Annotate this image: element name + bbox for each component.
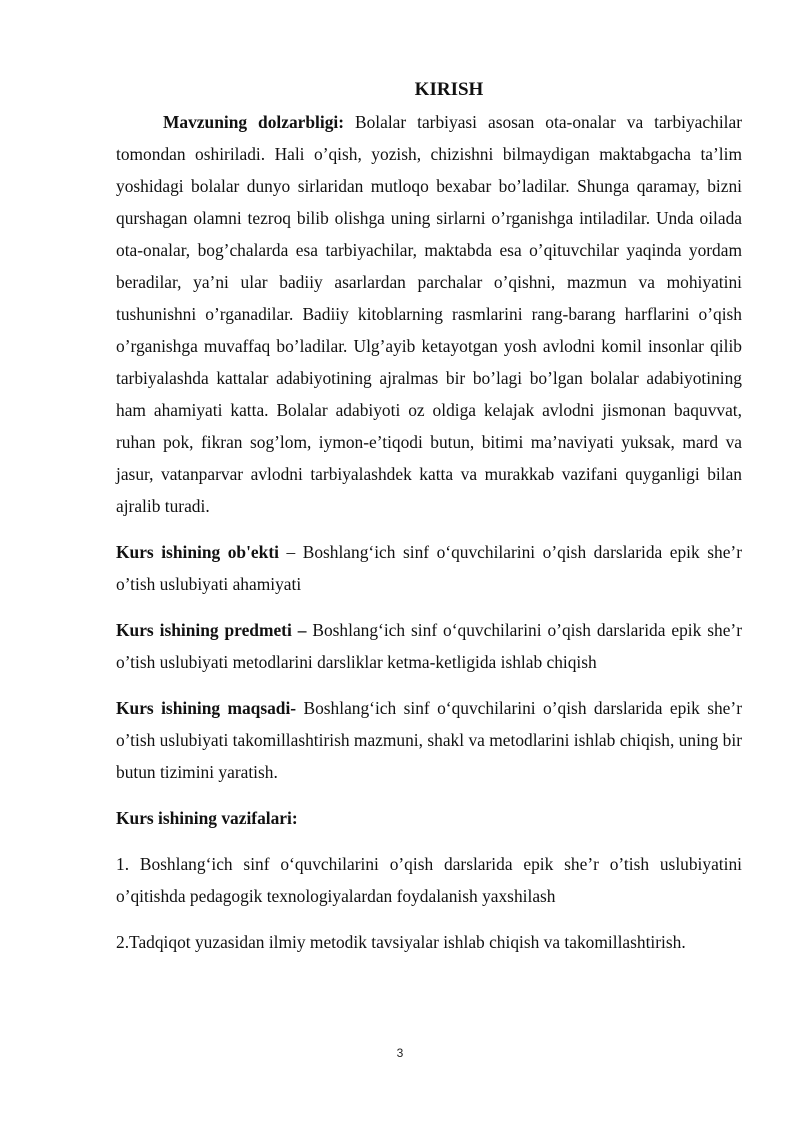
tasks-heading-label: Kurs ishining vazifalari: (116, 808, 298, 828)
object-label: Kurs ishining ob'ekti (116, 542, 279, 562)
subject-paragraph (116, 614, 742, 678)
relevance-label: Mavzuning dolzarbligi: (163, 112, 345, 132)
tasks-heading (116, 802, 742, 834)
subject-text: Boshlang‘ich sinf o‘quvchilarini o’qish darslarida epik she’r o’tish uslubiyati metodlarini darsliklar ketma-ketligida ishlab chiqish (116, 620, 742, 672)
relevance-text: Bolalar tarbiyasi asosan ota-onalar va tarbiyachilar tomondan oshiriladi. Hali o’qish, yozish, chizishni bilmaydigan maktabgacha ta’lim yoshidagi bolalar dunyo sirlaridan mutloqo bexabar bo’ladilar. Shunga qaramay, bizni qurshagan olamni tezroq bilib olishga uning sirlarni o’rganishga intiladilar. Unda oilada ota-onalar, bog’chalarda esa tarbiyachilar, maktabda esa o’qituvchilar yaqinda yordam beradilar, ya’ni ular badiiy asarlardan parchalar o’qishni, mazmun va mohiyatini tushunishni o’rganadilar. Badiiy kitoblarning rasmlarini rang-barang harflarini o’qish o’rganishga muvaffaq bo’ladilar. Ulg’ayib ketayotgan yosh avlodni komil insonlar qilib tarbiyalashda kattalar adabiyotining ajralmas bir bo’lagi bo’lgan bolalar adabiyotining ham ahamiyati katta. Bolalar adabiyoti oz oldiga kelajak avlodni jismonan baquvvat, ruhan pok, fikran sog’lom, iymon-e’tiqodi butun, bitimi ma’naviyati yuksak, mard va jasur, vatanparvar avlodni tarbiyalashdek katta va murakkab vazifani quyganligi bilan ajralib turadi. (116, 112, 742, 516)
task-item-2: 2.Tadqiqot yuzasidan ilmiy metodik tavsiyalar ishlab chiqish va takomillashtirish. (116, 932, 686, 952)
goal-label: Kurs ishining maqsadi- (116, 698, 297, 718)
relevance-paragraph (116, 106, 742, 522)
page-content (116, 74, 742, 958)
subject-label: Kurs ishining predmeti – (116, 620, 307, 640)
object-text: – Boshlang‘ich sinf o‘quvchilarini o’qish darslarida epik she’r o’tish uslubiyati ahamiyati (116, 542, 743, 594)
section-title: KIRISH (414, 79, 484, 100)
object-paragraph (116, 536, 742, 600)
goal-paragraph (116, 692, 742, 788)
page-number: 3 (396, 1046, 404, 1060)
goal-text: Boshlang‘ich sinf o‘quvchilarini o’qish darslarida epik she’r o’tish uslubiyati takomillashtirish mazmuni, shakl va metodlarini ishlab chiqish, uning bir butun tizimini yaratish. (116, 698, 742, 782)
task-item-1: 1. Boshlang‘ich sinf o‘quvchilarini o’qish darslarida epik she’r o’tish uslubiyatini o’qitishda pedagogik texnologiyalardan foydalanish yaxshilash (116, 854, 742, 906)
